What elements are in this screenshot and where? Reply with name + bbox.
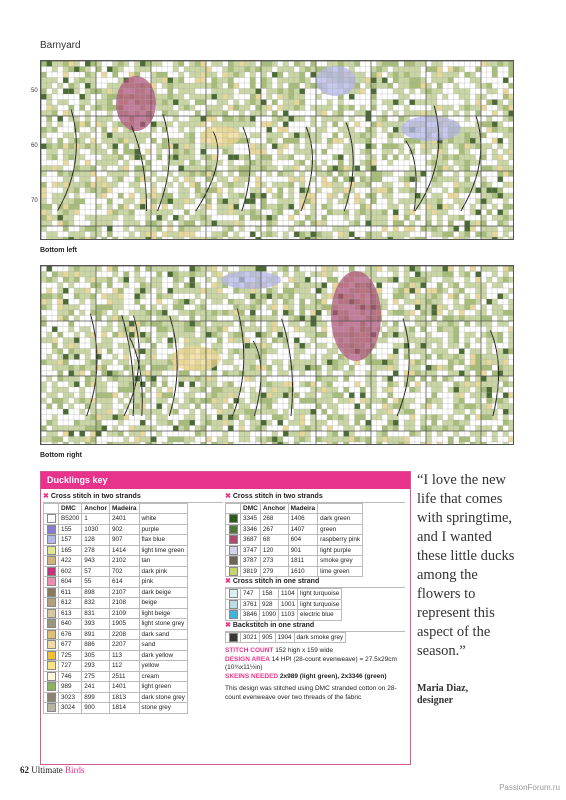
thread-name: purple <box>139 524 187 535</box>
anchor-code: 268 <box>260 514 288 525</box>
thread-name: dark sand <box>139 629 187 640</box>
thread-row <box>44 703 188 714</box>
madeira-code: 1905 <box>109 619 139 630</box>
dmc-code: 3787 <box>241 556 261 567</box>
dmc-code: 746 <box>59 671 82 682</box>
thread-table-left <box>43 503 188 714</box>
madeira-code: 1001 <box>279 599 298 610</box>
key-column-left <box>43 492 223 714</box>
color-swatch <box>229 535 238 544</box>
anchor-code: 1 <box>82 514 110 525</box>
madeira-code: 2109 <box>109 608 139 619</box>
symbol-swatch <box>226 599 241 610</box>
anchor-code: 279 <box>260 566 288 577</box>
thread-row <box>226 599 342 610</box>
symbol-swatch <box>44 703 59 714</box>
anchor-code: 1090 <box>260 610 279 621</box>
symbol-swatch <box>44 671 59 682</box>
chart-grid-bottom <box>41 266 513 444</box>
color-swatch <box>47 672 56 681</box>
thread-row <box>44 566 188 577</box>
subhead-cross-one: ✖ Cross stitch in one strand <box>225 577 405 588</box>
symbol-swatch <box>226 632 241 643</box>
thread-name: dark pink <box>139 566 187 577</box>
thread-name: light green <box>139 682 187 693</box>
madeira-code: 614 <box>109 577 139 588</box>
thread-row <box>44 682 188 693</box>
cross-icon: ✖ <box>43 493 49 500</box>
symbol-swatch <box>44 535 59 546</box>
dmc-code: 3023 <box>59 692 82 703</box>
dmc-code: 611 <box>59 587 82 598</box>
thread-name: sand <box>139 640 187 651</box>
madeira-code: 112 <box>109 661 139 672</box>
madeira-code: 1401 <box>109 682 139 693</box>
color-swatch <box>47 682 56 691</box>
row-number: 70 <box>31 198 38 204</box>
dmc-code: 165 <box>59 545 82 556</box>
thread-row <box>44 661 188 672</box>
color-swatch <box>47 598 56 607</box>
symbol-swatch <box>226 556 241 567</box>
madeira-code: 1406 <box>288 514 318 525</box>
color-swatch <box>229 525 238 534</box>
symbol-swatch <box>226 514 241 525</box>
subhead-back-one: ✖ Backstitch in one strand <box>225 621 405 632</box>
symbol-swatch <box>44 619 59 630</box>
thread-name: yellow <box>139 661 187 672</box>
thread-row <box>44 640 188 651</box>
cross-icon: ✖ <box>225 578 231 585</box>
symbol-swatch <box>44 577 59 588</box>
anchor-code: 832 <box>82 598 110 609</box>
subhead-cross-two: ✖ Cross stitch in two strands <box>225 492 405 503</box>
anchor-code: 278 <box>82 545 110 556</box>
thread-row <box>44 608 188 619</box>
anchor-code: 905 <box>260 632 276 643</box>
chart-grid-top <box>41 61 513 239</box>
stitch-note: This design was stitched using DMC stranded cotton on 28-count evenweave over two threads of the fabric <box>225 685 397 701</box>
color-swatch <box>229 514 238 523</box>
madeira-code: 1414 <box>109 545 139 556</box>
color-swatch <box>47 567 56 576</box>
symbol-swatch <box>44 556 59 567</box>
dmc-code: 3819 <box>241 566 261 577</box>
dmc-code: 3761 <box>241 599 260 610</box>
col-dmc: DMC <box>59 504 82 514</box>
anchor-code: 55 <box>82 577 110 588</box>
page-number: 62 <box>20 765 29 775</box>
madeira-code: 2207 <box>109 640 139 651</box>
madeira-code: 901 <box>288 545 318 556</box>
symbol-swatch <box>44 640 59 651</box>
anchor-code: 293 <box>82 661 110 672</box>
dmc-code: 677 <box>59 640 82 651</box>
thread-row <box>226 610 342 621</box>
color-swatch <box>229 633 238 642</box>
anchor-code: 275 <box>82 671 110 682</box>
color-swatch <box>229 567 238 576</box>
color-swatch <box>229 610 238 619</box>
thread-row <box>226 524 363 535</box>
thread-row <box>44 650 188 661</box>
thread-row <box>44 514 188 525</box>
key-title: Ducklings key <box>41 472 410 489</box>
thread-name: cream <box>139 671 187 682</box>
madeira-code: 1813 <box>109 692 139 703</box>
anchor-code: 891 <box>82 629 110 640</box>
anchor-code: 68 <box>260 535 288 546</box>
anchor-code: 57 <box>82 566 110 577</box>
stitch-info <box>225 647 405 702</box>
thread-name: dark yellow <box>139 650 187 661</box>
madeira-code: 1811 <box>288 556 318 567</box>
color-swatch <box>229 589 238 598</box>
dmc-code: 613 <box>59 608 82 619</box>
thread-row <box>226 514 363 525</box>
cross-icon: ✖ <box>225 493 231 500</box>
col-madeira: Madeira <box>288 504 318 514</box>
symbol-swatch <box>44 661 59 672</box>
anchor-code: 120 <box>260 545 288 556</box>
thread-name: dark green <box>318 514 363 525</box>
thread-row <box>44 587 188 598</box>
anchor-code: 158 <box>260 589 279 600</box>
thread-name: electric blue <box>298 610 342 621</box>
page-footer <box>20 765 85 775</box>
thread-name: dark beige <box>139 587 187 598</box>
thread-name: tan <box>139 556 187 567</box>
madeira-code: 2401 <box>109 514 139 525</box>
thread-row <box>226 566 363 577</box>
thread-row <box>226 589 342 600</box>
color-swatch <box>47 588 56 597</box>
dmc-code: 157 <box>59 535 82 546</box>
symbol-swatch <box>44 598 59 609</box>
thread-row <box>44 577 188 588</box>
madeira-code: 1904 <box>275 632 294 643</box>
thread-row <box>44 671 188 682</box>
thread-row <box>226 535 363 546</box>
anchor-code: 831 <box>82 608 110 619</box>
dmc-code: 612 <box>59 598 82 609</box>
thread-name: pink <box>139 577 187 588</box>
thread-name: raspberry pink <box>318 535 363 546</box>
dmc-code: 3346 <box>241 524 261 535</box>
thread-table-right <box>225 503 363 577</box>
dmc-code: B5200 <box>59 514 82 525</box>
anchor-code: 393 <box>82 619 110 630</box>
row-number: 60 <box>31 143 38 149</box>
col-dmc: DMC <box>241 504 261 514</box>
thread-name: dark smoke grey <box>294 632 346 643</box>
thread-row <box>226 556 363 567</box>
magazine-name-accent: Birds <box>65 765 85 775</box>
quote-author: Maria Diaz, designer <box>417 683 469 706</box>
color-swatch <box>47 577 56 586</box>
symbol-swatch <box>226 535 241 546</box>
anchor-code: 900 <box>82 703 110 714</box>
color-swatch <box>47 651 56 660</box>
thread-row <box>44 598 188 609</box>
dmc-code: 989 <box>59 682 82 693</box>
thread-name: light turquoise <box>298 589 342 600</box>
color-swatch <box>47 546 56 555</box>
thread-name: white <box>139 514 187 525</box>
madeira-code: 2102 <box>109 556 139 567</box>
table-header-row <box>226 504 363 514</box>
symbol-swatch <box>44 545 59 556</box>
thread-table-backstitch <box>225 632 346 644</box>
stitch-count: STITCH COUNT 152 high x 159 wide <box>225 647 334 654</box>
cross-icon: ✖ <box>225 621 231 629</box>
thread-name: flax blue <box>139 535 187 546</box>
madeira-code: 2208 <box>109 629 139 640</box>
madeira-code: 907 <box>109 535 139 546</box>
anchor-code: 899 <box>82 692 110 703</box>
symbol-swatch <box>226 610 241 621</box>
dmc-code: 3024 <box>59 703 82 714</box>
design-area: DESIGN AREA 14 HPI (28-count evenweave) = 27.5x29cm (10¾x11½in) <box>225 655 397 671</box>
madeira-code: 1407 <box>288 524 318 535</box>
dmc-code: 3747 <box>241 545 261 556</box>
dmc-code: 602 <box>59 566 82 577</box>
thread-name: stone grey <box>139 703 187 714</box>
dmc-code: 3687 <box>241 535 261 546</box>
anchor-code: 273 <box>260 556 288 567</box>
anchor-code: 928 <box>260 599 279 610</box>
thread-name: beige <box>139 598 187 609</box>
dmc-code: 676 <box>59 629 82 640</box>
thread-name: dark stone grey <box>139 692 187 703</box>
cross-stitch-chart-bottom-left <box>40 60 514 240</box>
thread-name: light purple <box>318 545 363 556</box>
madeira-code: 2511 <box>109 671 139 682</box>
thread-row <box>44 524 188 535</box>
thread-row <box>226 545 363 556</box>
madeira-code: 902 <box>109 524 139 535</box>
skeins-needed: SKEINS NEEDED 2x989 (light green), 2x3346 (green) <box>225 672 387 680</box>
color-swatch <box>47 703 56 712</box>
anchor-code: 305 <box>82 650 110 661</box>
thread-name: light turquoise <box>298 599 342 610</box>
madeira-code: 2108 <box>109 598 139 609</box>
dmc-code: 725 <box>59 650 82 661</box>
symbol-swatch <box>44 608 59 619</box>
col-anchor: Anchor <box>82 504 110 514</box>
dmc-code: 3846 <box>241 610 260 621</box>
symbol-swatch <box>44 692 59 703</box>
anchor-code: 267 <box>260 524 288 535</box>
madeira-code: 1610 <box>288 566 318 577</box>
color-swatch <box>47 609 56 618</box>
symbol-swatch <box>44 524 59 535</box>
dmc-code: 640 <box>59 619 82 630</box>
color-swatch <box>47 693 56 702</box>
symbol-swatch <box>44 566 59 577</box>
thread-row <box>44 629 188 640</box>
subhead-cross-two: ✖ Cross stitch in two strands <box>43 492 223 503</box>
symbol-swatch <box>226 589 241 600</box>
thread-name: smoke grey <box>318 556 363 567</box>
symbol-swatch <box>44 629 59 640</box>
symbol-swatch <box>44 514 59 525</box>
thread-name: light beige <box>139 608 187 619</box>
anchor-code: 128 <box>82 535 110 546</box>
madeira-code: 1814 <box>109 703 139 714</box>
color-swatch <box>229 546 238 555</box>
dmc-code: 3345 <box>241 514 261 525</box>
anchor-code: 898 <box>82 587 110 598</box>
col-madeira: Madeira <box>109 504 139 514</box>
madeira-code: 1104 <box>279 589 298 600</box>
color-swatch <box>47 640 56 649</box>
dmc-code: 727 <box>59 661 82 672</box>
color-swatch <box>47 619 56 628</box>
thread-row <box>44 556 188 567</box>
dmc-code: 422 <box>59 556 82 567</box>
color-swatch <box>229 600 238 609</box>
symbol-swatch <box>44 587 59 598</box>
designer-quote: “I love the new life that comes with springtime, and I wanted these little ducks among the flowers to represent this aspect of the season.” <box>417 472 515 659</box>
symbol-swatch <box>44 682 59 693</box>
cross-stitch-chart-bottom-right <box>40 265 514 445</box>
thread-name: lime green <box>318 566 363 577</box>
watermark: PassionForum.ru <box>499 783 560 792</box>
dmc-code: 747 <box>241 589 260 600</box>
dmc-code: 155 <box>59 524 82 535</box>
madeira-code: 702 <box>109 566 139 577</box>
symbol-swatch <box>226 566 241 577</box>
thread-row <box>226 632 346 643</box>
color-swatch <box>229 556 238 565</box>
color-swatch <box>47 630 56 639</box>
thread-table-one-strand <box>225 588 342 621</box>
chart-label-bottom-right: Bottom right <box>40 452 82 459</box>
symbol-swatch <box>226 545 241 556</box>
color-swatch <box>47 514 56 523</box>
section-title: Barnyard <box>40 40 81 51</box>
thread-row <box>44 619 188 630</box>
col-anchor: Anchor <box>260 504 288 514</box>
dmc-code: 3021 <box>241 632 260 643</box>
color-swatch <box>47 556 56 565</box>
anchor-code: 1030 <box>82 524 110 535</box>
thread-row <box>44 692 188 703</box>
ducklings-key <box>40 471 411 765</box>
key-column-right <box>225 492 405 702</box>
color-swatch <box>47 661 56 670</box>
color-swatch <box>47 535 56 544</box>
table-header-row <box>44 504 188 514</box>
magazine-name: Ultimate <box>31 765 63 775</box>
thread-name: light stone grey <box>139 619 187 630</box>
anchor-code: 886 <box>82 640 110 651</box>
chart-label-bottom-left: Bottom left <box>40 247 77 254</box>
symbol-swatch <box>226 524 241 535</box>
madeira-code: 604 <box>288 535 318 546</box>
thread-name: light lime green <box>139 545 187 556</box>
thread-row <box>44 545 188 556</box>
symbol-swatch <box>44 650 59 661</box>
thread-name: green <box>318 524 363 535</box>
madeira-code: 2107 <box>109 587 139 598</box>
dmc-code: 604 <box>59 577 82 588</box>
row-number: 50 <box>31 88 38 94</box>
anchor-code: 943 <box>82 556 110 567</box>
madeira-code: 1103 <box>279 610 298 621</box>
thread-row <box>44 535 188 546</box>
color-swatch <box>47 525 56 534</box>
anchor-code: 241 <box>82 682 110 693</box>
madeira-code: 113 <box>109 650 139 661</box>
